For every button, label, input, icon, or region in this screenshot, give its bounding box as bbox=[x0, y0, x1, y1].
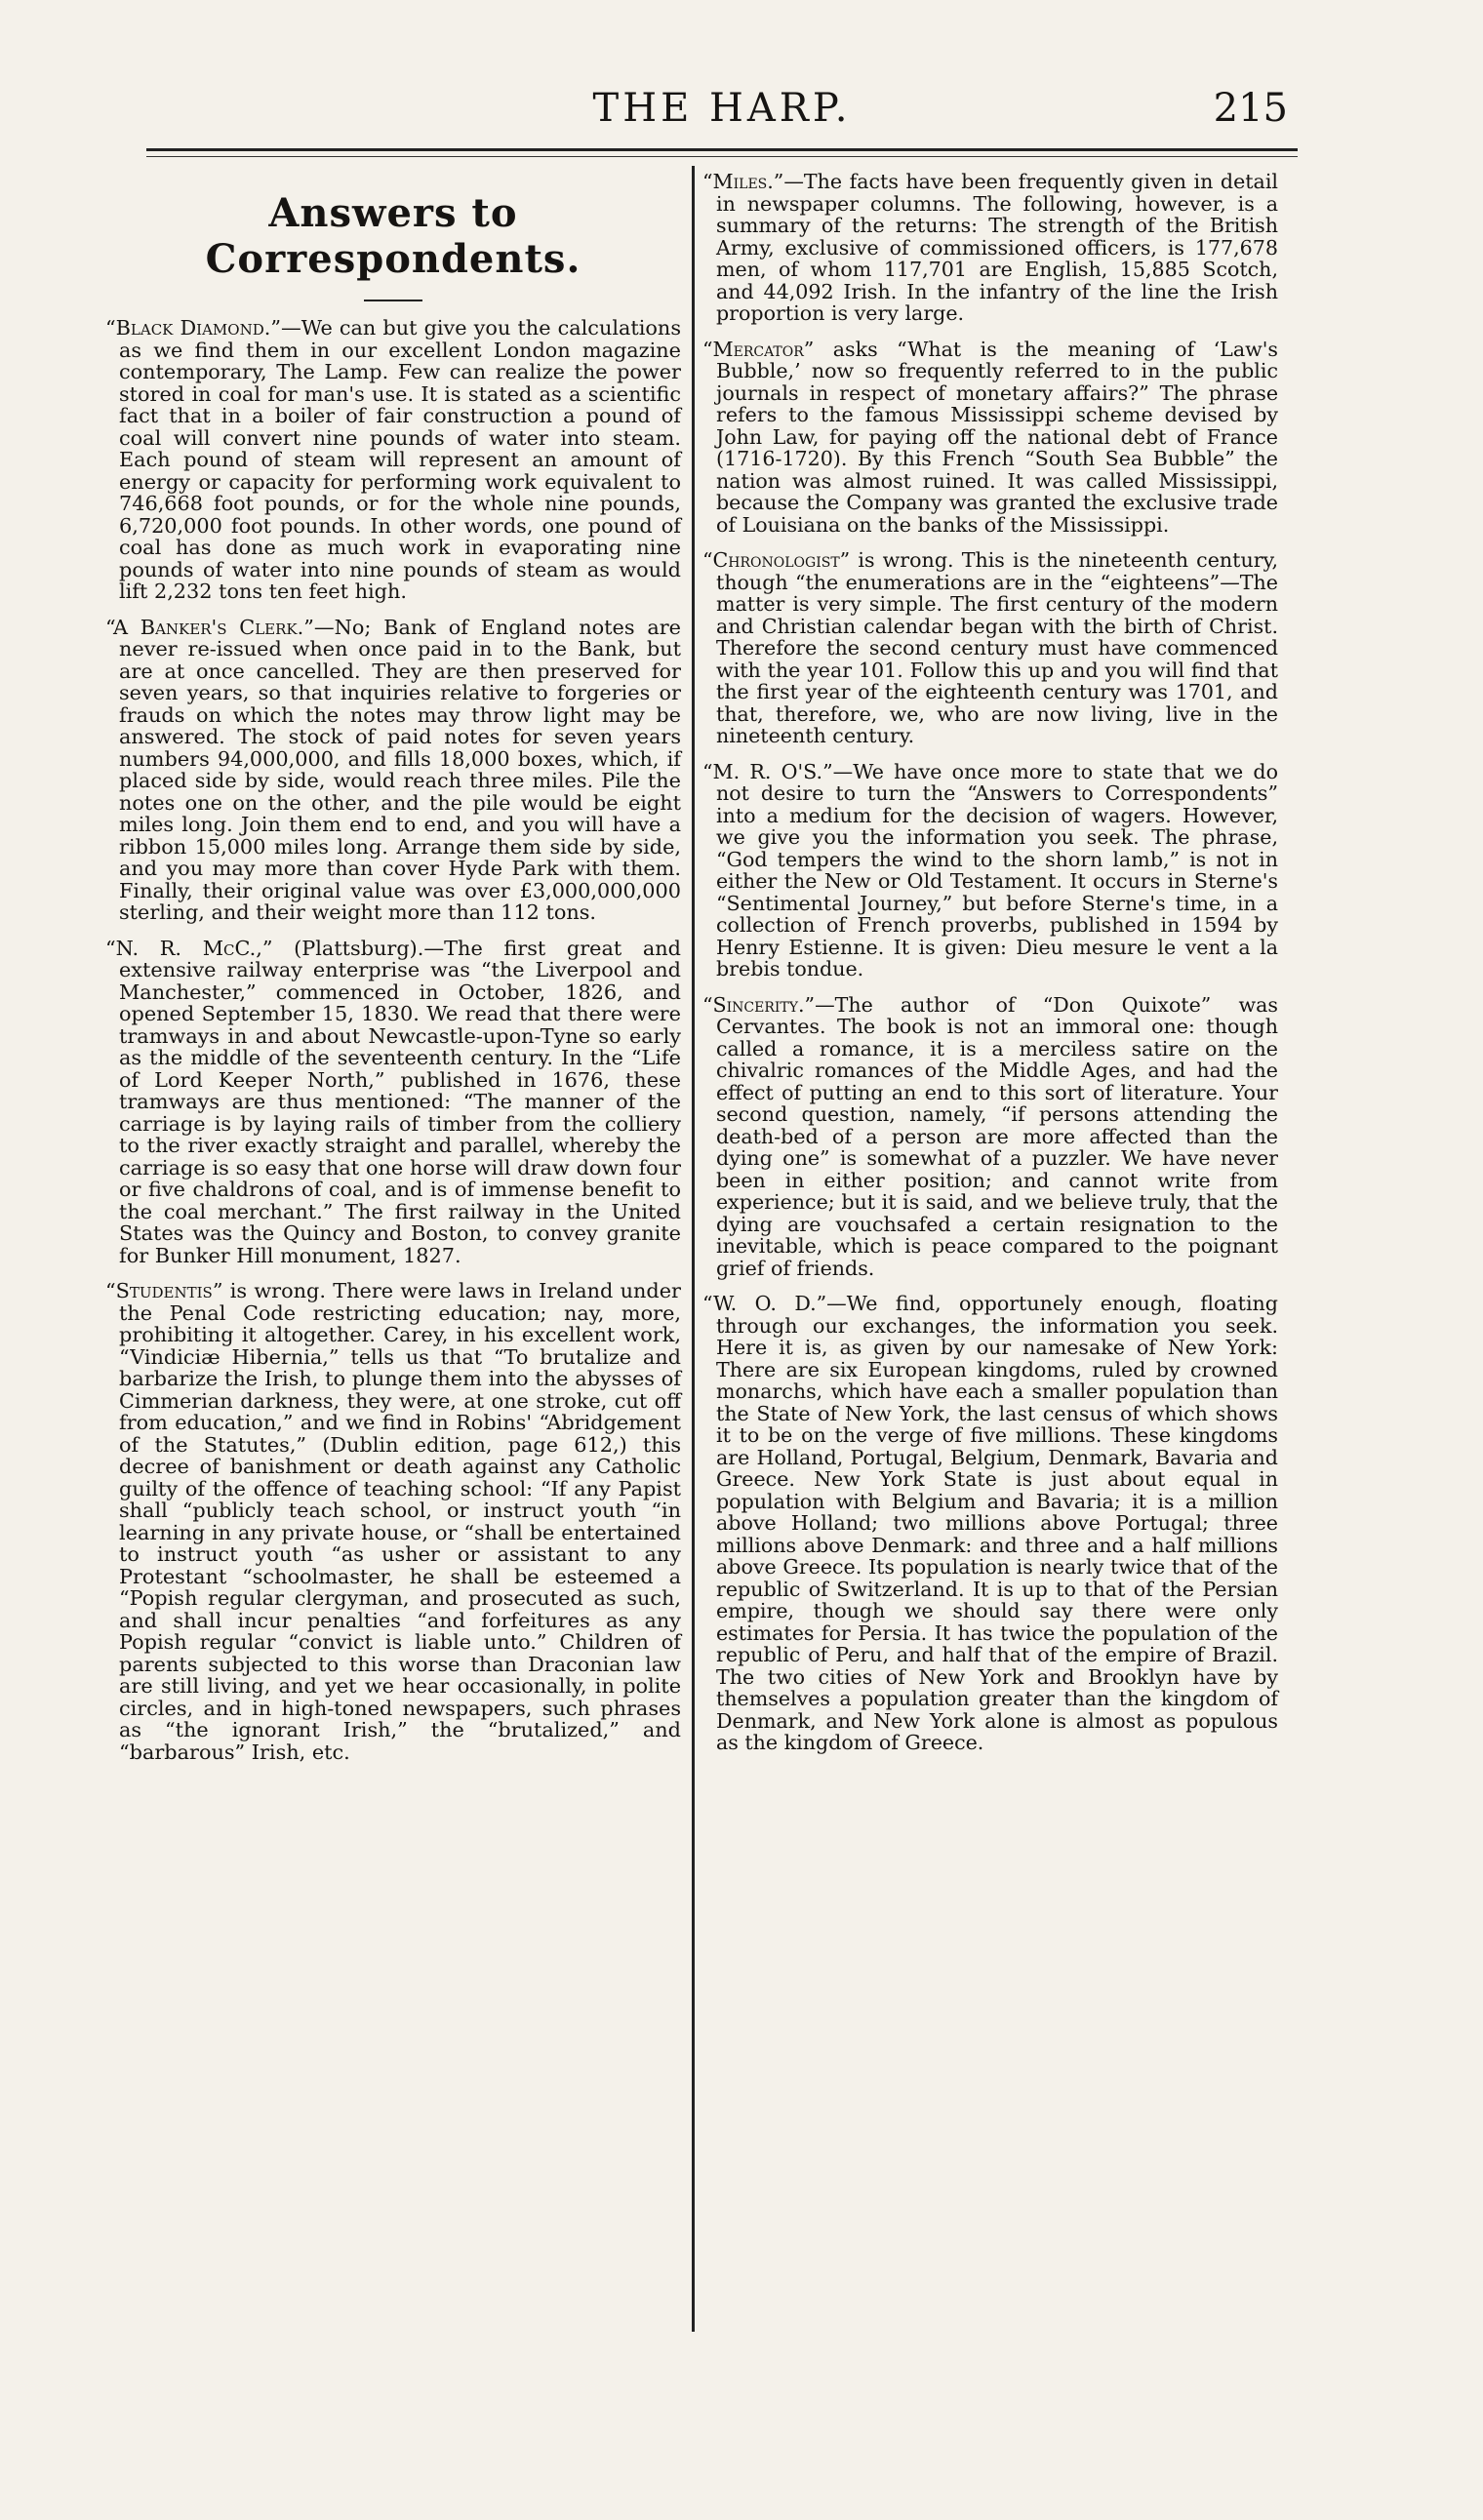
running-title: THE HARP. bbox=[592, 86, 852, 131]
correspondent-name: “Miles.” bbox=[702, 170, 784, 193]
heading-dash bbox=[364, 300, 422, 301]
correspondent-name: “Studentis” bbox=[105, 1279, 223, 1302]
answer-text: —We can but give you the calculations as we find them in our excellent London magazine contemporary, The Lamp. Few can realize the power stored in coal for man's use. It is stated as a scientific fact that in a boiler of fair construction a pound of coal will convert nine pounds of water into steam. Each pound of steam will represent an amount of energy or capacity for performing work equivalent to 746,668 foot pounds, or for the whole nine pounds, 6,720,000 foot pounds. In other words, one pound of coal has done as much work in evaporating nine pounds of water into nine pounds of steam as would lift 2,232 tons ten feet high. bbox=[119, 316, 681, 603]
correspondent-name: “Chronologist” bbox=[702, 548, 851, 572]
answer-entry bbox=[702, 1293, 1278, 1754]
page-number: 215 bbox=[1213, 86, 1288, 131]
header-rule bbox=[146, 148, 1298, 151]
answer-text: —The author of “Don Quixote” was Cervantes. The book is not an immoral one: though called a romance, it is a merciless satire on the chivalric romances of the Middle Ages, and had the effect of putting an end to this sort of literature. Your second question, namely, “if persons attending the death-bed of a person are more affected than the dying one” is somewhat of a puzzler. We have never been in either position; and cannot write from experience; but it is said, and we believe truly, that the dying are vouchsafed a certain resignation to the inevitable, which is peace compared to the poignant grief of friends. bbox=[716, 992, 1278, 1280]
answer-text: is wrong. There were laws in Ireland under the Penal Code restricting education; nay, more, prohibiting it altogether. Carey, in his excellent work, “Vindiciæ Hibernia,” tells us that “To brutalize and barbarize the Irish, to plunge them into the abysses of Cimmerian darkness, they were, at one stroke, cut off from education,” and we find in Robins' “Abridgement of the Statutes,” (Dublin edition, page 612,) this decree of banishment or death against any Catholic guilty of the offence of teaching school: “If any Papist shall “publicly teach school, or instruct youth “in learning in any private house, or “shall be entertained to instruct youth “as usher or assistant to any Protestant “schoolmaster, he shall be esteemed a “Popish regular clergyman, and prosecuted as such, and shall incur penalties “and forfeitures as any Popish regular “convict is liable unto.” Children of parents subjected to this worse than Draconian law are still living, and yet we hear occasionally, in polite circles, and in high-toned newspapers, such phrases as “the ignorant Irish,” the “brutalized,” and “barbarous” Irish, etc. bbox=[119, 1279, 681, 1764]
answer-text: is wrong. This is the nineteenth century, though “the enumerations are in the “eighteens”—The matter is very simple. The first century of the modern and Christian calendar began with the birth of Christ. Therefore the second century must have commenced with the year 101. Follow this up and you will find that the first year of the eighteenth century was 1701, and that, therefore, we, who are now living, live in the nineteenth century. bbox=[716, 548, 1278, 747]
correspondent-name: “Sincerity.” bbox=[702, 992, 816, 1017]
answer-entry bbox=[105, 938, 681, 1267]
answer-entry bbox=[702, 761, 1278, 980]
correspondent-name: “Mercator” bbox=[702, 337, 815, 361]
right-column bbox=[702, 171, 1278, 1768]
answer-text: asks “What is the meaning of ‘Law's Bubble,’ now so frequently referred to in the public journals in respect of monetary affairs?” The phrase refers to the famous Mississippi scheme devised by John Law, for paying off the national debt of France (1716-1720). By this French “South Sea Bubble” the nation was almost ruined. It was called Mississippi, because the Company was granted the exclusive trade of Louisiana on the banks of the Mississippi. bbox=[716, 337, 1278, 537]
answer-text: —No; Bank of England notes are never re-issued when once paid in to the Bank, but are at once cancelled. They are then preserved for seven years, so that inquiries relative to forgeries or frauds on which the notes may throw light may be answered. The stock of paid notes for seven years numbers 94,000,000, and fills 18,000 boxes, which, if placed side by side, would reach three miles. Pile the notes one on the other, and the pile would be eight miles long. Join them end to end, and you will have a ribbon 15,000 miles long. Arrange them side by side, and you may more than cover Hyde Park with them. Finally, their original value was over £3,000,000,000 sterling, and their weight more than 112 tons. bbox=[119, 615, 681, 924]
correspondent-name: “A Banker's Clerk.” bbox=[105, 615, 314, 639]
answer-text: —We have once more to state that we do not desire to turn the “Answers to Correspondents” into a medium for the decision of wagers. However, we give you the information you seek. The phrase, “God tempers the wind to the shorn lamb,” is not in either the New or Old Testament. It occurs in Sterne's “Sentimental Journey,” but before Sterne's time, in a collection of French proverbs, published in 1594 by Henry Estienne. It is given: Dieu mesure le vent a la brebis tondue. bbox=[716, 759, 1278, 980]
answer-entry bbox=[702, 171, 1278, 325]
column-divider bbox=[692, 166, 695, 2332]
answer-entry bbox=[105, 317, 681, 603]
correspondent-name: “N. R. McC.,” bbox=[105, 936, 273, 960]
header-rule-thin bbox=[146, 156, 1298, 157]
answer-entry bbox=[702, 994, 1278, 1280]
answer-entry bbox=[105, 1280, 681, 1763]
answer-entry bbox=[105, 617, 681, 924]
page-header bbox=[146, 86, 1298, 144]
answer-text: —The facts have been frequently given in detail in newspaper columns. The following, however, is a summary of the returns: The strength of the British Army, exclusive of commissioned officers, is 177,678 men, of whom 117,701 are English, 15,885 Scotch, and 44,092 Irish. In the infantry of the line the Irish proportion is very large. bbox=[716, 170, 1278, 325]
answer-entry bbox=[702, 339, 1278, 537]
answer-text: —We find, opportunely enough, floating through our exchanges, the information you seek. Here it is, as given by our namesake of New York: There are six European kingdoms, ruled by crowned monarchs, which have each a smaller population than the State of New York, the last census of which shows it to be on the verge of five millions. These kingdoms are Holland, Portugal, Belgium, Denmark, Bavaria and Greece. New York State is just about equal in population with Belgium and Bavaria; it is a million above Holland; two millions above Portugal; three millions above Denmark: and three and a half millions above Greece. Its population is nearly twice that of the republic of Switzerland. It is up to that of the Persian empire, though we should say there were only estimates for Persia. It has twice the population of the republic of Peru, and half that of the empire of Brazil. The two cities of New York and Brooklyn have by themselves a population greater than the kingdom of Denmark, and New York alone is almost as populous as the kingdom of Greece. bbox=[716, 1292, 1278, 1754]
answer-entry bbox=[702, 549, 1278, 747]
left-column bbox=[105, 171, 681, 1777]
correspondent-name: “Black Diamond.” bbox=[105, 316, 281, 340]
section-heading: Answers to Correspondents. bbox=[205, 190, 581, 282]
correspondent-name: “M. R. O'S.” bbox=[702, 759, 833, 783]
correspondent-name: “W. O. D.” bbox=[702, 1292, 827, 1315]
answer-text: (Plattsburg).—The first great and extensive railway enterprise was “the Liverpool and Manchester,” commenced in October, 1826, and opened September 15, 1830. We read that there were tramways in and about Newcastle-upon-Tyne so early as the middle of the seventeenth century. In the “Life of Lord Keeper North,” published in 1676, these tramways are thus mentioned: “The manner of the carriage is by laying rails of timber from the colliery to the river exactly straight and parallel, whereby the carriage is so easy that one horse will draw down four or five chaldrons of coal, and is of immense benefit to the coal merchant.” The first railway in the United States was the Quincy and Boston, to convey granite for Bunker Hill monument, 1827. bbox=[119, 936, 681, 1267]
